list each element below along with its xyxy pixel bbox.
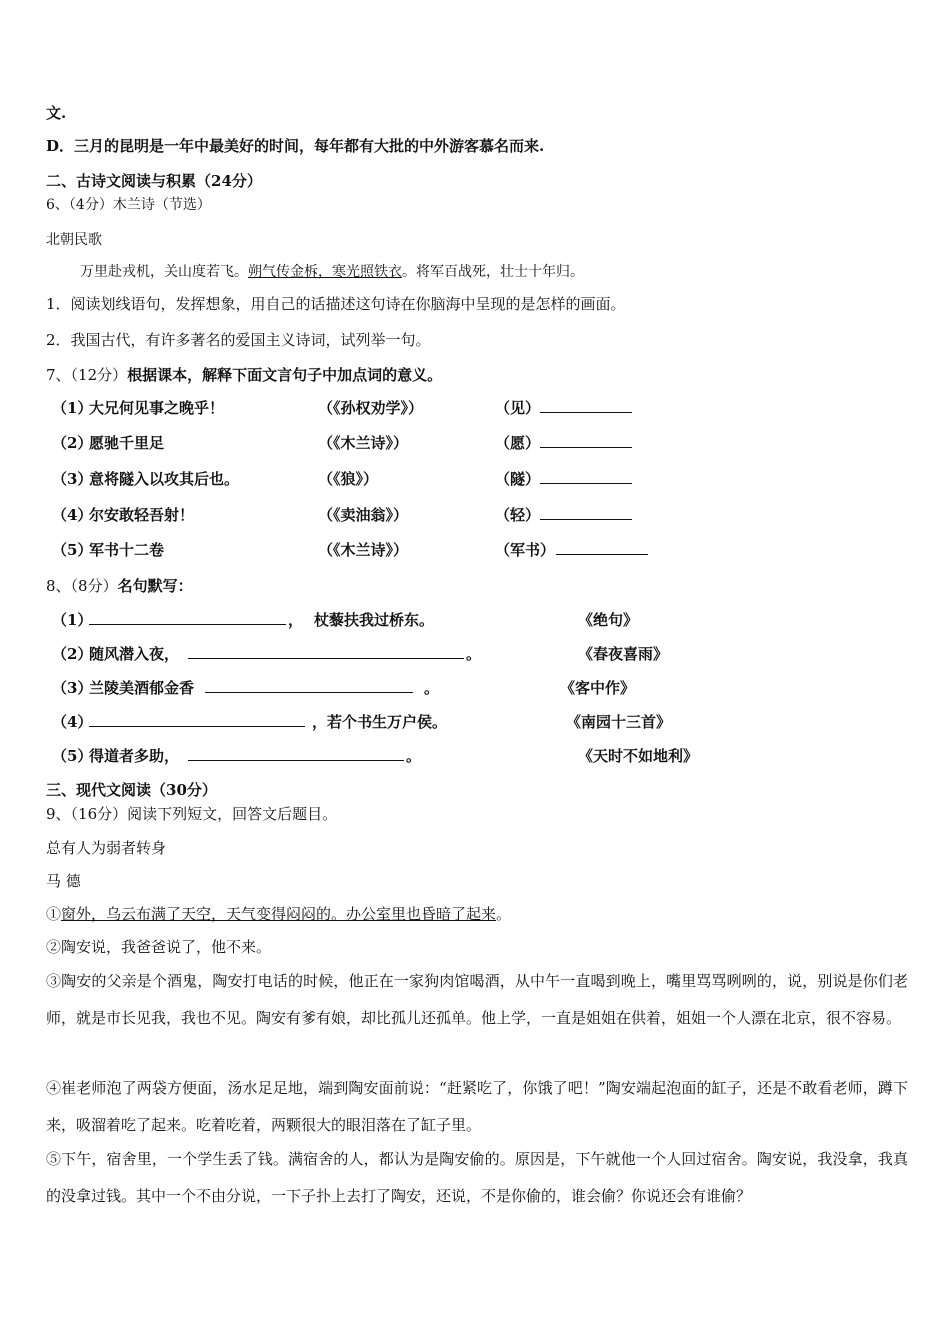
story-paragraph-3: ③陶安的父亲是个酒鬼，陶安打电话的时候，他正在一家狗肉馆喝酒，从中午一直喝到晚上，嘴里骂骂咧咧的，说，别说是你们老师，就是市长见我，我也不见。陶安有爹有娘，却比孤儿还孤单。他上学，一直是姐姐在供着，姐姐一个人漂在北京，很不容易。 — [46, 972, 908, 1027]
q8-title-prefix: 8、（8分） — [46, 577, 118, 595]
row-num: （5） — [52, 541, 93, 559]
row-after: 。 — [424, 679, 440, 697]
story-title: 总有人为弱者转身 — [46, 839, 167, 857]
row-num: （3） — [52, 679, 93, 697]
q6-title: 6、（4分）木兰诗（节选） — [46, 197, 211, 213]
row-source: 《客中作》 — [560, 679, 636, 697]
story-paragraph-4: ④崔老师泡了两袋方便面，汤水足足地，端到陶安面前说：“赶紧吃了，你饿了吧！”陶安端起泡面的缸子，还是不敢看老师，蹲下来，吸溜着吃了起来。吃着吃着，两颗很大的眼泪落在了缸子里。 — [46, 1079, 908, 1134]
q6-author: 北朝民歌 — [46, 232, 102, 248]
row-num: （2） — [52, 645, 93, 663]
answer-blank[interactable] — [540, 398, 632, 413]
answer-blank[interactable] — [205, 678, 413, 693]
q9-title: 9、（16分）阅读下列短文，回答文后题目。 — [46, 805, 338, 823]
q7-title-bold: 根据课本，解释下面文言句子中加点词的意义。 — [127, 366, 443, 384]
answer-blank[interactable] — [89, 610, 286, 625]
row-num: （5） — [52, 747, 93, 765]
row-word: （隧） — [495, 470, 541, 488]
option-d: D．三月的昆明是一年中最美好的时间，每年都有大批的中外游客慕名而来. — [46, 137, 545, 155]
q7-title-prefix: 7、（12分） — [46, 366, 128, 384]
section-3-heading: 三、现代文阅读（30分） — [46, 781, 217, 799]
story-paragraph-5: ⑤下午，宿舍里，一个学生丢了钱。满宿舍的人，都认为是陶安偷的。原因是，下午就他一个人回过宿舍。陶安说，我没拿，我真的没拿过钱。其中一个不由分说，一下子扑上去打了陶安，还说，不是你偷的，谁会偷？你说还会有谁偷？ — [46, 1150, 908, 1205]
row-num: （4） — [52, 713, 93, 731]
answer-blank[interactable] — [89, 712, 305, 727]
row-source: 《春夜喜雨》 — [578, 645, 669, 663]
answer-blank[interactable] — [188, 644, 464, 659]
row-sentence: 大兄何见事之晚乎！ — [89, 399, 225, 417]
story-author: 马 德 — [46, 872, 81, 890]
row-sentence: 意将隧入以攻其后也。 — [89, 470, 240, 488]
row-word: （军书） — [495, 541, 556, 559]
row-num: （2） — [52, 434, 93, 452]
row-source: （《狼》） — [318, 470, 379, 488]
p1-end: 。 — [496, 905, 512, 923]
poem-line-1: 万里赴戎机，关山度若飞。 — [80, 264, 248, 280]
row-source: 《绝句》 — [578, 611, 639, 629]
answer-blank[interactable] — [540, 469, 632, 484]
answer-blank[interactable] — [188, 746, 404, 761]
row-sentence: 尔安敢轻吾射！ — [89, 506, 195, 524]
answer-blank[interactable] — [540, 505, 632, 520]
q8-title-bold: 名句默写： — [117, 577, 193, 595]
row-source: 《南园十三首》 — [566, 713, 672, 731]
row-before: 兰陵美酒郁金香 — [89, 679, 195, 697]
row-after: 。 — [406, 747, 422, 765]
q6-poem — [80, 262, 584, 282]
section-2-heading: 二、古诗文阅读与积累（24分） — [46, 172, 262, 190]
row-word: （见） — [495, 399, 541, 417]
row-text: 杖藜扶我过桥东。 — [314, 611, 435, 629]
continued-text: 文. — [46, 104, 67, 122]
row-num: （3） — [52, 470, 93, 488]
row-after: 。 — [466, 645, 482, 663]
row-num: （4） — [52, 506, 93, 524]
row-before: 得道者多助， — [89, 747, 180, 765]
row-source: （《木兰诗》） — [318, 434, 409, 452]
answer-blank[interactable] — [556, 540, 648, 555]
story-paragraph-1 — [46, 904, 511, 924]
q6-sub1: 1．阅读划线语句，发挥想象，用自己的话描述这句诗在你脑海中呈现的是怎样的画面。 — [46, 295, 626, 313]
poem-line-2: 。将军百战死，壮士十年归。 — [402, 264, 584, 280]
row-after: ， — [288, 611, 304, 629]
poem-underlined: 朔气传金柝，寒光照铁衣 — [248, 264, 402, 280]
q7-title — [46, 365, 442, 385]
row-sentence: 愿驰千里足 — [89, 434, 165, 452]
row-source: （《孙权劝学》） — [318, 399, 424, 417]
row-num: （1） — [52, 399, 93, 417]
answer-blank[interactable] — [540, 433, 632, 448]
story-paragraph-2: ②陶安说，我爸爸说了，他不来。 — [46, 938, 272, 956]
row-num: （1） — [52, 611, 93, 629]
row-after: ，若个书生万户侯。 — [312, 713, 448, 731]
row-source: （《卖油翁》） — [318, 506, 409, 524]
row-before: 随风潜入夜， — [89, 645, 180, 663]
row-sentence: 军书十二卷 — [89, 541, 165, 559]
row-word: （愿） — [495, 434, 541, 452]
row-source: 《天时不如地利》 — [578, 747, 699, 765]
row-source: （《木兰诗》） — [318, 541, 409, 559]
row-word: （轻） — [495, 506, 541, 524]
p1-num: ① — [46, 905, 62, 923]
q8-title — [46, 576, 193, 596]
p1-underlined: 窗外，乌云布满了天空，天气变得闷闷的。办公室里也昏暗了起来 — [61, 905, 497, 923]
q6-sub2: 2．我国古代，有许多著名的爱国主义诗词，试列举一句。 — [46, 331, 431, 349]
